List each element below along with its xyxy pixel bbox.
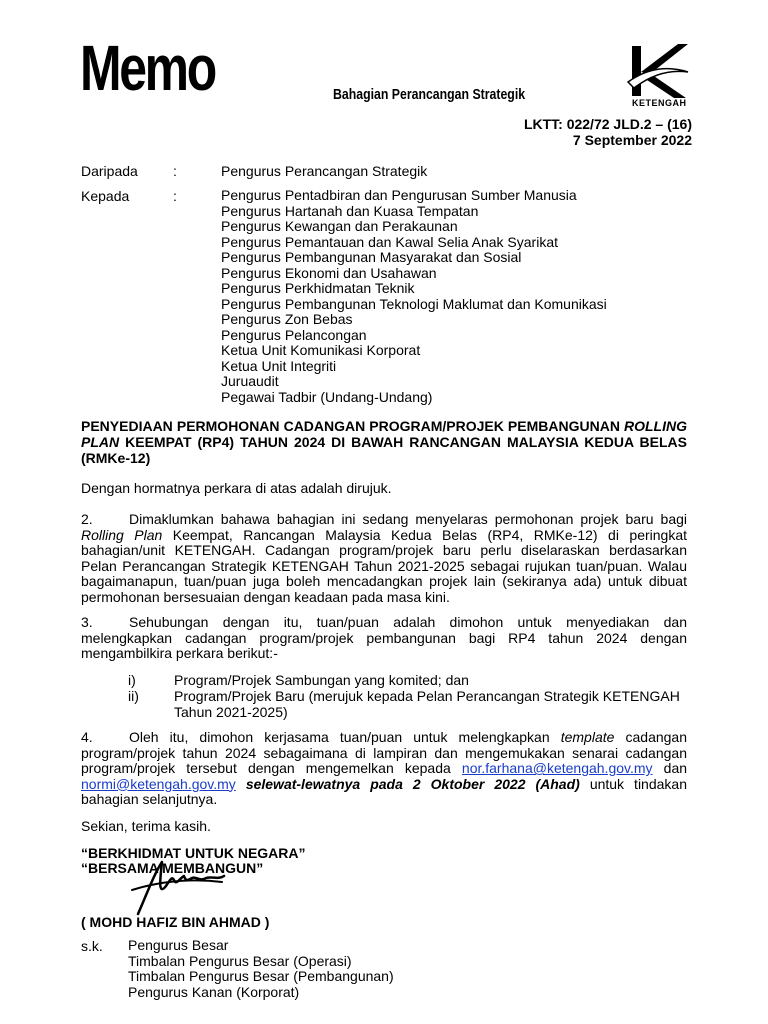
para4-text1: Oleh itu, dimohon kerjasama tuan/puan untuk melengkapkan	[129, 729, 550, 745]
cc-item: Pengurus Kanan (Korporat)	[128, 983, 300, 1000]
paragraph-4	[81, 730, 687, 808]
reference-number: LKTT: 022/72 JLD.2 – (16)	[523, 116, 692, 132]
memo-date: 7 September 2022	[572, 132, 692, 148]
para4-italic: template	[560, 729, 615, 745]
para4-text3: untuk tindakan bahagian selanjutnya.	[81, 775, 687, 808]
from-label: Daripada	[81, 163, 138, 179]
recipient-item: Pengurus Pentadbiran dan Pengurusan Sumber Manusia	[221, 187, 577, 203]
recipient-item: Pengurus Hartanah dan Kuasa Tempatan	[221, 202, 479, 219]
recipient-item: Pengurus Kewangan dan Perakaunan	[221, 218, 458, 234]
deadline-text: selewat-lewatnya pada 2 Oktober 2022 (Ahad)	[245, 775, 580, 792]
email-link-farhana[interactable]: nor.farhana@ketengah.gov.my	[461, 760, 653, 777]
memo-title: Memo	[80, 32, 215, 104]
paragraph-2	[81, 512, 687, 606]
closing-text: Sekian, terima kasih.	[81, 818, 211, 834]
subject-part2: KEEMPAT (RP4) TAHUN 2024 DI BAWAH RANCANGAN MALAYSIA KEDUA BELAS (RMKe-12)	[81, 434, 687, 466]
cc-item: Timbalan Pengurus Besar (Operasi)	[128, 952, 352, 969]
recipient-item: Pengurus Ekonomi dan Usahawan	[221, 264, 437, 281]
recipient-item: Ketua Unit Integriti	[221, 357, 337, 374]
logo-text: KETENGAH	[632, 98, 687, 108]
recipient-item: Pengurus Pelancongan	[221, 326, 367, 343]
motto-1: “BERKHIDMAT UNTUK NEGARA”	[81, 845, 306, 861]
recipient-item: Ketua Unit Komunikasi Korporat	[221, 342, 421, 358]
criteria-list	[128, 672, 686, 720]
reference-block	[524, 116, 692, 148]
email-link-normi[interactable]: normi@ketengah.gov.my	[81, 775, 236, 792]
opening-paragraph: Dengan hormatnya perkara di atas adalah dirujuk.	[81, 480, 392, 496]
recipient-item: Pengurus Pembangunan Masyarakat dan Sosial	[221, 249, 522, 265]
list-item	[128, 672, 686, 688]
para3-text: Sehubungan dengan itu, tuan/puan adalah dimohon untuk menyediakan dan melengkapkan cadangan program/projek pembangunan bagi RP4 tahun 2024 dengan mengambilkira perkara berikut:-	[81, 614, 687, 662]
list-item	[128, 688, 686, 720]
recipient-item: Pengurus Zon Bebas	[221, 311, 353, 327]
para2-text1: Dimaklumkan bahawa bahagian ini sedang menyelaras permohonan projek baru bagi	[129, 511, 687, 527]
paragraph-number: 3.	[81, 614, 93, 630]
to-label: Kepada	[81, 188, 130, 204]
list-text: Program/Projek Sambungan yang komited; dan	[174, 672, 469, 688]
from-colon: :	[173, 163, 177, 179]
recipient-list	[221, 188, 607, 405]
para2-italic: Rolling Plan	[81, 526, 163, 543]
from-row	[0, 163, 768, 181]
para4-and: dan	[663, 760, 688, 777]
from-value: Pengurus Perancangan Strategik	[221, 163, 428, 179]
paragraph-3	[81, 615, 687, 662]
cc-label: s.k.	[81, 938, 103, 954]
para4-text2: cadangan program/projek tahun 2024 sebagaimana di lampiran dan mengemukakan senarai cadangan program/projek tersebut dengan mengemelkan kepada	[81, 729, 688, 777]
list-marker: ii)	[128, 688, 139, 704]
subject-italic: ROLLING PLAN	[81, 418, 687, 450]
cc-list	[128, 938, 394, 1000]
memo-subject	[81, 418, 687, 466]
cc-item: Timbalan Pengurus Besar (Pembangunan)	[128, 968, 394, 984]
recipient-item: Pengurus Pembangunan Teknologi Maklumat dan Komunikasi	[221, 295, 607, 312]
recipient-item: Pengurus Pemantauan dan Kawal Selia Anak Syarikat	[221, 233, 558, 250]
subject-part1: PENYEDIAAN PERMOHONAN CADANGAN PROGRAM/PROJEK PEMBANGUNAN	[81, 418, 620, 434]
recipient-item: Pegawai Tadbir (Undang-Undang)	[221, 388, 433, 405]
list-marker: i)	[128, 672, 136, 688]
recipient-item: Juruaudit	[221, 373, 279, 389]
motto-2: “BERSAMA MEMBANGUN”	[81, 860, 264, 876]
paragraph-number: 4.	[81, 729, 93, 745]
department-name: Bahagian Perancangan Strategik	[333, 86, 526, 103]
to-colon: :	[173, 188, 177, 204]
signature-icon	[128, 856, 228, 920]
cc-item: Pengurus Besar	[128, 937, 229, 953]
recipient-item: Pengurus Perkhidmatan Teknik	[221, 280, 415, 296]
signer-name: ( MOHD HAFIZ BIN AHMAD )	[81, 914, 270, 930]
paragraph-number: 2.	[81, 511, 93, 527]
para2-text2: Keempat, Rancangan Malaysia Kedua Belas (RP4, RMKe-12) di peringkat bahagian/unit KETENGAH. Cadangan program/projek baru perlu diselaraskan berdasarkan Pelan Perancangan Strategik KETENGAH Tahun 2021-2025 sebagai rujukan tuan/puan. Walau bagaimanapun, tuan/puan juga boleh mencadangkan projek lain (sekiranya ada) untuk dibuat permohonan bersesuaian dengan keadaan pada masa kini.	[81, 526, 688, 605]
list-text: Program/Projek Baru (merujuk kepada Pelan Perancangan Strategik KETENGAH Tahun 2021-2025)	[174, 688, 680, 720]
